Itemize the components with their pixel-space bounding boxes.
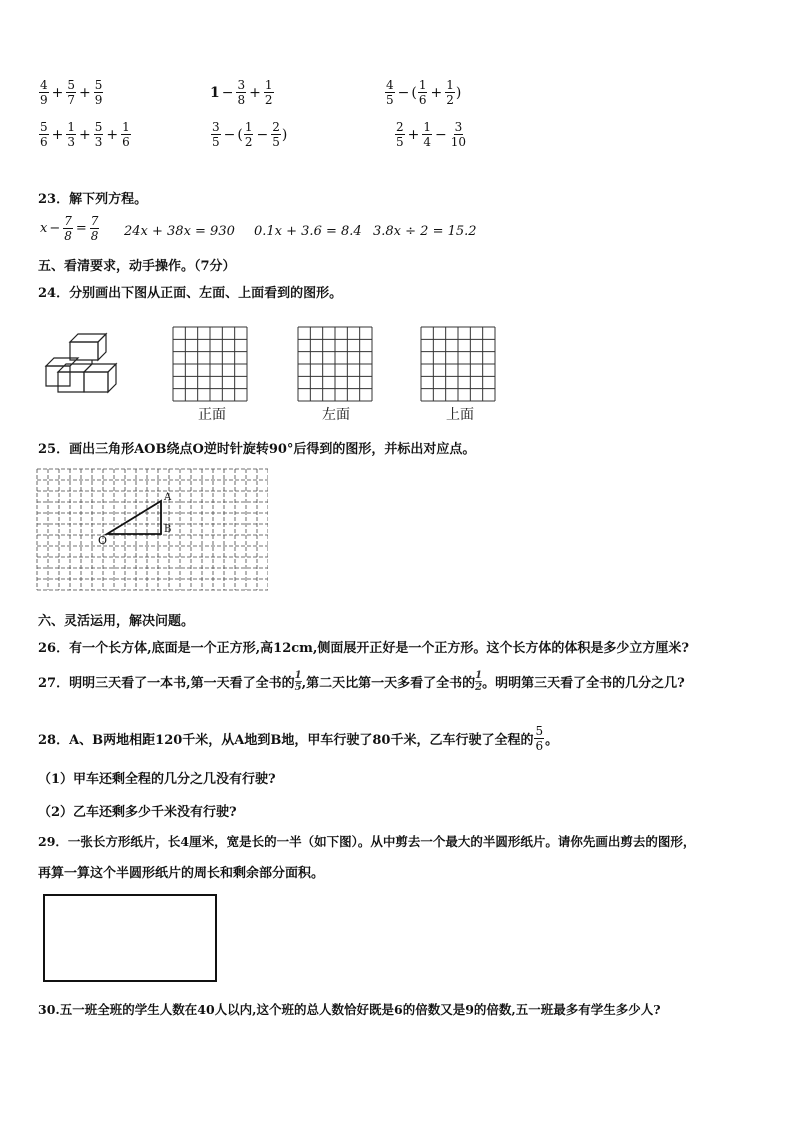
- q23-title: 23．解下列方程。: [38, 192, 148, 207]
- top-view-grid: [420, 326, 496, 402]
- q23-eq4: 3.8x ÷ 2 = 15.2: [373, 224, 477, 239]
- q25-title: 25．画出三角形AOB绕点O逆时针旋转90°后得到的图形，并标出对应点。: [38, 442, 476, 457]
- left-view-grid: [297, 326, 373, 402]
- q23-eq1: x − $\frac{7}{8}$ = $\frac{7}{8}$: [40, 214, 99, 243]
- expr-2-3: $\frac{2}{5}$ + $\frac{1}{4}$ − $\frac{3}{10}$: [396, 120, 467, 149]
- q29-line1: 29．一张长方形纸片，长4厘米，宽是长的一半（如下图）。从中剪去一个最大的半圆形纸片。请你先画出剪去的图形，: [38, 834, 696, 849]
- front-view-caption: 正面: [198, 407, 226, 423]
- q24-title: 24．分别画出下图从正面、左面、上面看到的图形。: [38, 286, 343, 301]
- q23-eq2: 24x + 38x = 930: [124, 224, 235, 239]
- triangle-aob: [107, 501, 161, 534]
- expr-1-1: $\frac{4}{9}$ + $\frac{5}{7}$ + $\frac{5}{9}$: [40, 78, 103, 107]
- label-o: O: [98, 534, 108, 547]
- q29-line2: 再算一算这个半圆形纸片的周长和剩余部分面积。: [38, 866, 325, 881]
- label-a: A: [164, 492, 172, 503]
- rotation-grid-figure: [36, 468, 268, 596]
- q28-text: 28．A、B两地相距120千米，从A地到B地，甲车行驶了80千米，乙车行驶了全程的 $\frac{5}{6}$ 。: [38, 724, 559, 753]
- q28-sub1: （1）甲车还剩全程的几分之几没有行驶?: [38, 772, 276, 787]
- rectangle-paper-figure: [43, 894, 217, 982]
- cube-stack-figure: [42, 330, 124, 396]
- section6-title: 六、灵活运用，解决问题。: [38, 614, 195, 629]
- q28-sub2: （2）乙车还剩多少千米没有行驶?: [38, 805, 237, 820]
- q30-text: 30.五一班全班的学生人数在40人以内,这个班的总人数恰好既是6的倍数又是9的倍数,五一班最多有学生多少人?: [38, 1002, 661, 1017]
- q27-text: 27．明明三天看了一本书,第一天看了全书的 1 5 ,第二天比第一天多看了全书的 1 2 。明明第三天看了全书的几分之几?: [38, 670, 685, 693]
- expr-2-2: $\frac{3}{5}$ − ( $\frac{1}{2}$ − $\frac{2}{5}$ ): [212, 120, 288, 149]
- front-view-grid: [172, 326, 248, 402]
- label-b: B: [164, 524, 172, 535]
- expr-2-1: $\frac{5}{6}$ + $\frac{1}{3}$ + $\frac{5}{3}$ + $\frac{1}{6}$: [40, 120, 130, 149]
- q26-text: 26．有一个长方体,底面是一个正方形,高12cm,侧面展开正好是一个正方形。这个长方体的体积是多少立方厘米?: [38, 641, 690, 656]
- left-view-caption: 左面: [322, 407, 350, 423]
- section5-title: 五、看清要求，动手操作。（7分）: [38, 259, 236, 274]
- top-view-caption: 上面: [446, 407, 474, 423]
- q23-eq3: 0.1x + 3.6 = 8.4: [254, 224, 362, 239]
- expr-1-3: $\frac{4}{5}$ − ( $\frac{1}{6}$ + $\frac{1}{2}$ ): [386, 78, 462, 107]
- expr-1-2: 1 − $\frac{3}{8}$ + $\frac{1}{2}$: [210, 78, 273, 107]
